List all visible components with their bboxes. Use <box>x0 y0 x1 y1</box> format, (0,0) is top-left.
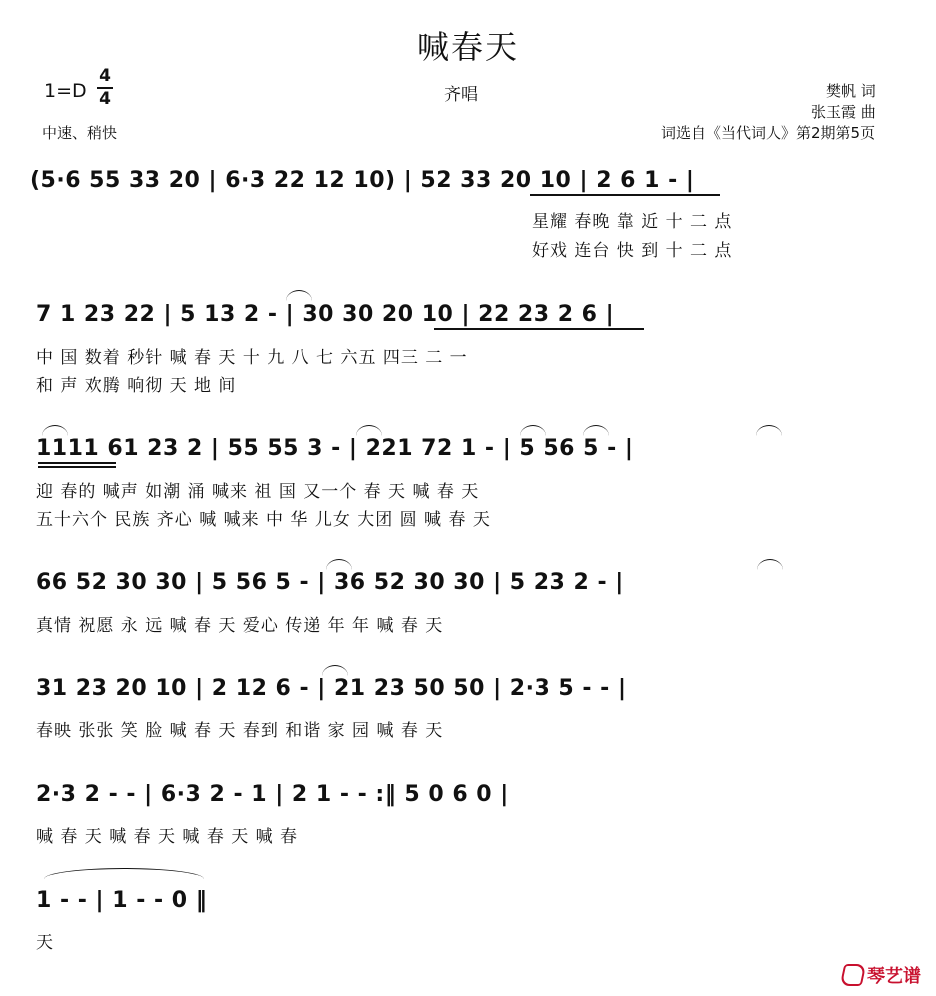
tie-arc <box>757 559 783 570</box>
logo-icon <box>840 964 867 986</box>
notation-row-7: 1 - - | 1 - - 0 ‖ <box>36 888 208 913</box>
lyric-row-2-verse-2: 和 声 欢腾 响彻 天 地 间 <box>36 376 237 396</box>
tie-arc <box>520 425 546 436</box>
performance-mode: 齐唱 <box>444 85 478 105</box>
tie-arc <box>42 425 68 436</box>
lyric-row-3-verse-1: 迎 春的 喊声 如潮 涌 喊来 祖 国 又一个 春 天 喊 春 天 <box>36 482 480 502</box>
lyric-row-7-verse-1: 天 <box>36 933 54 953</box>
lyric-row-1-verse-2: 好戏 连台 快 到 十 二 点 <box>532 241 733 261</box>
tie-arc <box>286 290 312 301</box>
notation-row-4: 66 52 30 30 | 5 56 5 - | 36 52 30 30 | 5 23 2 - | <box>36 570 624 595</box>
notation-row-1: (5·6 55 33 20 | 6·3 22 12 10) | 52 33 20 10 | 2 6 1 - | <box>30 168 695 193</box>
source-credit: 词选自《当代词人》第2期第5页 <box>661 124 876 142</box>
lyric-row-1-verse-1: 星耀 春晚 靠 近 十 二 点 <box>532 212 733 232</box>
lyric-row-2-verse-1: 中 国 数着 秒针 喊 春 天 十 九 八 七 六五 四三 二 一 <box>36 348 468 368</box>
beam-line <box>530 194 720 196</box>
lyricist-credit: 樊帆 词 <box>826 82 876 100</box>
site-logo <box>842 962 921 988</box>
lyric-row-6-verse-1: 喊 春 天 喊 春 天 喊 春 天 喊 春 <box>36 827 299 847</box>
time-signature-bottom: 4 <box>99 88 111 109</box>
notation-row-5: 31 23 20 10 | 2 12 6 - | 21 23 50 50 | 2·3 5 - - | <box>36 676 627 701</box>
lyric-row-4-verse-1: 真情 祝愿 永 远 喊 春 天 爱心 传递 年 年 喊 春 天 <box>36 616 444 636</box>
notation-row-2: 7 1 23 22 | 5 13 2 - | 30 30 20 10 | 22 23 2 6 | <box>36 302 615 327</box>
logo-text: 琴艺谱 <box>867 966 921 987</box>
tie-arc <box>756 425 782 436</box>
tempo-marking: 中速、稍快 <box>42 124 118 142</box>
composer-credit: 张玉霞 曲 <box>811 103 876 121</box>
beam-line <box>38 462 116 464</box>
tie-arc <box>44 868 204 879</box>
tie-arc <box>583 425 609 436</box>
tie-arc <box>326 559 352 570</box>
lyric-row-5-verse-1: 春映 张张 笑 脸 喊 春 天 春到 和谐 家 园 喊 春 天 <box>36 721 444 741</box>
notation-row-3: 1111 61 23 2 | 55 55 3 - | 221 72 1 - | 5 56 5 - | <box>36 436 634 461</box>
tie-arc <box>356 425 382 436</box>
tie-arc <box>322 665 348 676</box>
time-signature-top: 4 <box>99 66 111 86</box>
notation-row-6: 2·3 2 - - | 6·3 2 - 1 | 2 1 - - :‖ 5 0 6 0 | <box>36 782 509 807</box>
lyric-row-3-verse-2: 五十六个 民族 齐心 喊 喊来 中 华 儿女 大团 圆 喊 春 天 <box>36 510 491 530</box>
song-title: 喊春天 <box>416 28 519 66</box>
time-signature <box>97 67 113 109</box>
beam-line <box>38 466 116 468</box>
key-signature: 1=D <box>44 80 87 102</box>
beam-line <box>434 328 644 330</box>
